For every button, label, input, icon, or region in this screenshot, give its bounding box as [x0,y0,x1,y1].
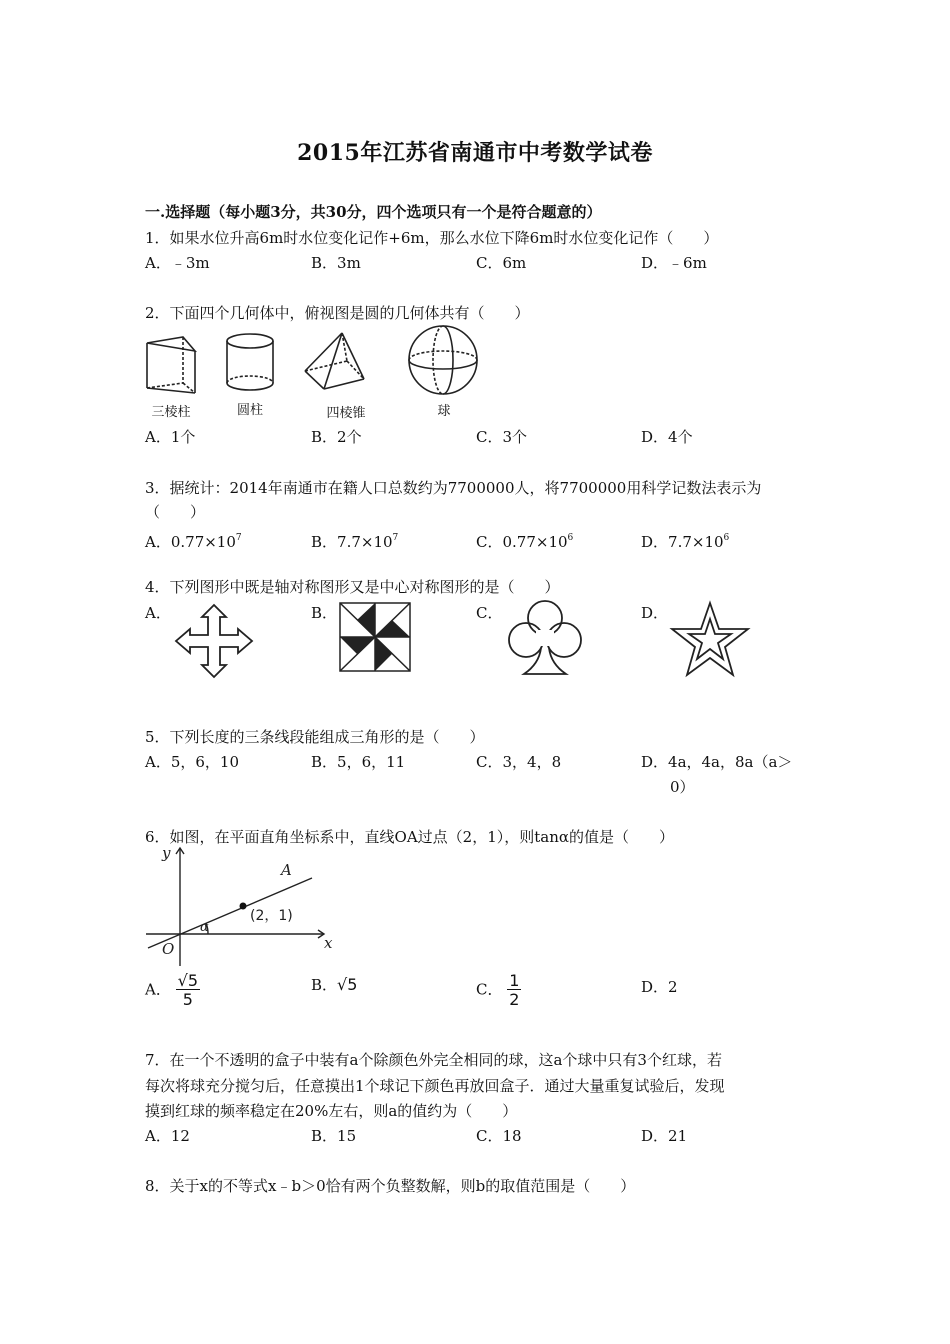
q1-option-b: B．3m [311,254,361,272]
q6-option-a: A． $\frac{√5}{5}$ [145,971,198,1009]
q2-option-c: C．3个 [476,428,528,446]
alpha-label: α [200,920,209,935]
square-pyramid-figure [302,331,367,401]
q1-option-d: D．﹣6m [641,254,707,272]
five-pointed-star-figure [670,599,750,679]
caption-triangular-prism: 三棱柱 [151,405,191,420]
q2-option-b: B．2个 [311,428,362,446]
cylinder-figure [222,331,282,393]
q3-stem: 3．据统计：2014年南通市在籍人口总数约为7700000人，将7700000用科学记数法表示为 [145,479,762,497]
section-heading: 一.选择题（每小题3分，共30分，四个选项只有一个是符合题意的） [145,203,602,221]
caption-cylinder: 圆柱 [236,403,263,418]
q7-option-a: A．12 [145,1127,190,1145]
caption-square-pyramid: 四棱锥 [326,406,366,421]
point-coordinate-label: (2，1) [250,908,293,924]
q7-line-3: 摸到红球的频率稳定在20%左右，则a的值约为（ ） [145,1102,518,1120]
q2-stem: 2．下面四个几何体中，俯视图是圆的几何体共有（ ） [145,304,530,322]
q5-option-d-continued: 0） [670,778,695,796]
q5-option-b: B．5，6，11 [311,753,406,771]
q3-option-b: B．$7.7\times 10^7$ [311,533,399,551]
q5-stem: 5．下列长度的三条线段能组成三角形的是（ ） [145,728,485,746]
point-a-label: A [281,861,292,879]
q4-stem: 4．下列图形中既是轴对称图形又是中心对称图形的是（ ） [145,578,560,596]
coordinate-graph [140,840,340,970]
club-suit-figure [506,596,584,680]
q7-option-c: C．18 [476,1127,522,1145]
q2-option-a: A．1个 [145,428,196,446]
caption-sphere: 球 [437,404,451,419]
origin-label: O [162,940,175,958]
fraction-one-half: $\frac{1}{2}$ [509,971,520,1009]
four-arrow-cross-figure [174,603,254,679]
q7-line-2: 每次将球充分搅匀后，任意摸出1个球记下颜色再放回盒子．通过大量重复试验后，发现 [145,1077,725,1095]
q7-option-b: B．15 [311,1127,357,1145]
q5-option-d: D．4a，4a，8a（a＞ [641,753,793,771]
x-axis-label: x [324,934,333,952]
q6-option-b: B．√5 [311,975,358,994]
q5-option-a: A．5，6，10 [145,753,240,771]
q7-option-d: D．21 [641,1127,688,1145]
y-axis-label: y [162,844,171,862]
q3-option-c: C．$0.77\times 10^6$ [476,533,574,551]
q2-option-d: D．4个 [641,428,693,446]
q6-stem: 6．如图，在平面直角坐标系中，直线OA过点（2，1），则tanα的值是（ ） [145,828,675,846]
q1-option-c: C．6m [476,254,527,272]
q3-option-a: A．$0.77\times 10^7$ [145,533,242,551]
q6-option-c: C． $\frac{1}{2}$ [476,971,520,1009]
q4-option-b: B． [311,604,338,622]
q6-option-d: D．2 [641,978,678,996]
page-title: 2015年江苏省南通市中考数学试卷 [297,140,653,166]
q4-option-d: D． [641,604,669,622]
triangular-prism-figure [143,333,203,398]
q1-stem: 1．如果水位升高6m时水位变化记作+6m，那么水位下降6m时水位变化记作（ ） [145,229,719,247]
pinwheel-figure [338,601,412,673]
q1-option-a: A．﹣3m [145,254,210,272]
fraction-sqrt5-over-5: $\frac{√5}{5}$ [177,971,198,1009]
q4-option-c: C． [476,604,503,622]
q7-line-1: 7．在一个不透明的盒子中装有a个除颜色外完全相同的球，这a个球中只有3个红球，若 [145,1051,722,1069]
sphere-figure [406,323,480,397]
q5-option-c: C．3，4，8 [476,753,562,771]
q8-stem: 8．关于x的不等式x﹣b＞0恰有两个负整数解，则b的取值范围是（ ） [145,1177,636,1195]
q4-option-a: A． [145,604,171,622]
q3-stem-continued: （ ） [145,503,206,521]
q3-option-d: D．$7.7\times 10^6$ [641,533,730,551]
